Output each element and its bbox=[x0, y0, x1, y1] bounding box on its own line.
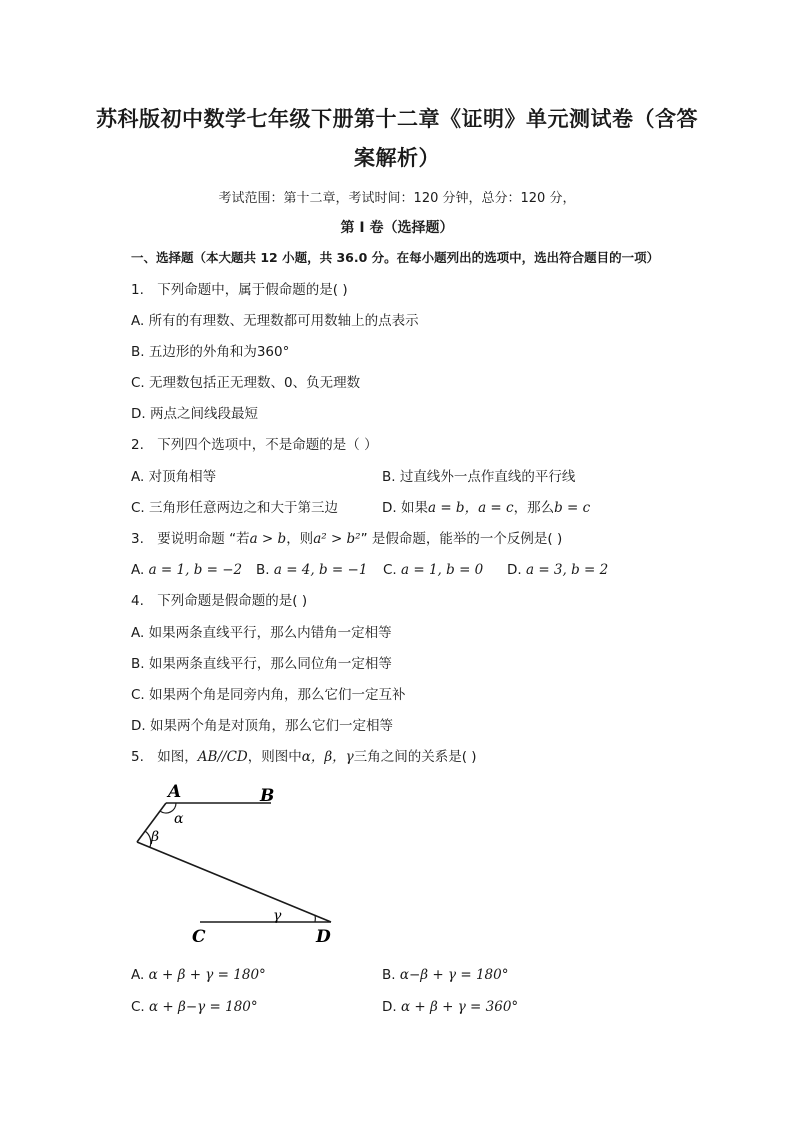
math-expression: a = b，a = c bbox=[427, 500, 514, 516]
math-expression: AB//CD bbox=[197, 749, 248, 765]
q5-option-a bbox=[131, 966, 266, 984]
option-label: B. bbox=[256, 562, 270, 578]
option-math: α + β + γ = 180° bbox=[148, 967, 266, 983]
question-number: 2. bbox=[131, 437, 144, 453]
q3-option-b bbox=[256, 561, 367, 579]
angle-label-alpha: α bbox=[174, 811, 184, 827]
question-1-stem bbox=[131, 281, 348, 299]
question-text: 下列命题中，属于假命题的是( ) bbox=[157, 282, 348, 298]
option-math: α + β−γ = 180° bbox=[149, 999, 258, 1015]
q4-option-c: C. 如果两个角是同旁内角，那么它们一定互补 bbox=[131, 687, 406, 703]
angle-beta-arc bbox=[145, 831, 151, 847]
point-label-d: D bbox=[316, 927, 331, 947]
angle-label-gamma: γ bbox=[273, 908, 282, 924]
point-label-a: A bbox=[168, 782, 182, 802]
option-label: D. bbox=[507, 562, 522, 578]
q3-option-d bbox=[507, 561, 608, 579]
math-expression: b = c bbox=[554, 500, 591, 516]
section-heading: 一、选择题（本大题共 12 小题，共 36.0 分。在每小题列出的选项中，选出符合题目的一项） bbox=[131, 250, 660, 265]
option-math: α + β + γ = 360° bbox=[400, 999, 519, 1015]
q3-option-a bbox=[131, 561, 242, 579]
q4-option-a: A. 如果两条直线平行，那么内错角一定相等 bbox=[131, 625, 392, 641]
option-label: C. bbox=[131, 999, 145, 1015]
option-label: A. bbox=[131, 967, 145, 983]
q4-option-b: B. 如果两条直线平行，那么同位角一定相等 bbox=[131, 656, 392, 672]
option-text: ，那么 bbox=[513, 500, 555, 516]
segment-vertex-d bbox=[137, 842, 331, 922]
q1-option-a: A. 所有的有理数、无理数都可用数轴上的点表示 bbox=[131, 313, 419, 329]
q5-option-c bbox=[131, 998, 258, 1016]
math-expression: α，β，γ bbox=[301, 749, 354, 765]
q2-option-d bbox=[382, 499, 590, 517]
option-math: a = 1, b = −2 bbox=[148, 562, 243, 578]
q1-option-b: B. 五边形的外角和为360° bbox=[131, 344, 290, 360]
question-number: 3. bbox=[131, 531, 144, 547]
question-number: 1. bbox=[131, 282, 144, 298]
part-heading: 第 I 卷（选择题） bbox=[340, 220, 454, 236]
question-text: 三角之间的关系是( ) bbox=[353, 749, 477, 765]
option-label: A. bbox=[131, 562, 145, 578]
question-text: 如图， bbox=[157, 749, 198, 765]
question-text: 要说明命题 “若 bbox=[157, 531, 250, 547]
q1-option-d: D. 两点之间线段最短 bbox=[131, 406, 258, 422]
option-math: a = 1, b = 0 bbox=[401, 562, 484, 578]
question-text: ，则 bbox=[286, 531, 314, 547]
question-3-stem bbox=[131, 530, 562, 548]
option-prefix: D. 如果 bbox=[382, 500, 428, 516]
exam-info: 考试范围：第十二章，考试时间：120 分钟，总分：120 分， bbox=[218, 191, 576, 206]
option-math: a = 3, b = 2 bbox=[525, 562, 609, 578]
question-5-stem bbox=[131, 748, 477, 766]
document-title-line-1: 苏科版初中数学七年级下册第十二章《证明》单元测试卷（含答 bbox=[96, 107, 698, 131]
question-text: 下列四个选项中，不是命题的是（ ） bbox=[157, 437, 378, 453]
q3-option-c bbox=[383, 561, 483, 579]
angle-label-beta: β bbox=[151, 829, 160, 845]
point-label-c: C bbox=[192, 927, 206, 947]
option-math: α−β + γ = 180° bbox=[399, 967, 509, 983]
q5-option-b bbox=[382, 966, 508, 984]
q2-option-a: A. 对顶角相等 bbox=[131, 469, 217, 485]
point-label-b: B bbox=[260, 786, 275, 806]
document-title-line-2: 案解析） bbox=[354, 146, 440, 170]
q2-option-c: C. 三角形任意两边之和大于第三边 bbox=[131, 500, 339, 516]
q4-option-d: D. 如果两个角是对顶角，那么它们一定相等 bbox=[131, 718, 393, 734]
question-number: 4. bbox=[131, 593, 144, 609]
math-expression: a > b bbox=[249, 531, 287, 547]
q1-option-c: C. 无理数包括正无理数、0、负无理数 bbox=[131, 375, 361, 391]
question-text: ，则图中 bbox=[247, 749, 302, 765]
question-4-stem bbox=[131, 592, 307, 610]
option-label: D. bbox=[382, 999, 397, 1015]
option-label: C. bbox=[383, 562, 397, 578]
question-text: 下列命题是假命题的是( ) bbox=[157, 593, 308, 609]
question-number: 5. bbox=[131, 749, 144, 765]
question-text: ” 是假命题，能举的一个反例是( ) bbox=[360, 531, 563, 547]
q2-option-b: B. 过直线外一点作直线的平行线 bbox=[382, 469, 576, 485]
option-math: a = 4, b = −1 bbox=[273, 562, 368, 578]
question-2-stem bbox=[131, 436, 378, 454]
option-label: B. bbox=[382, 967, 396, 983]
math-expression: a² > b² bbox=[313, 531, 361, 547]
q5-option-d bbox=[382, 998, 518, 1016]
geometry-figure bbox=[126, 780, 346, 950]
